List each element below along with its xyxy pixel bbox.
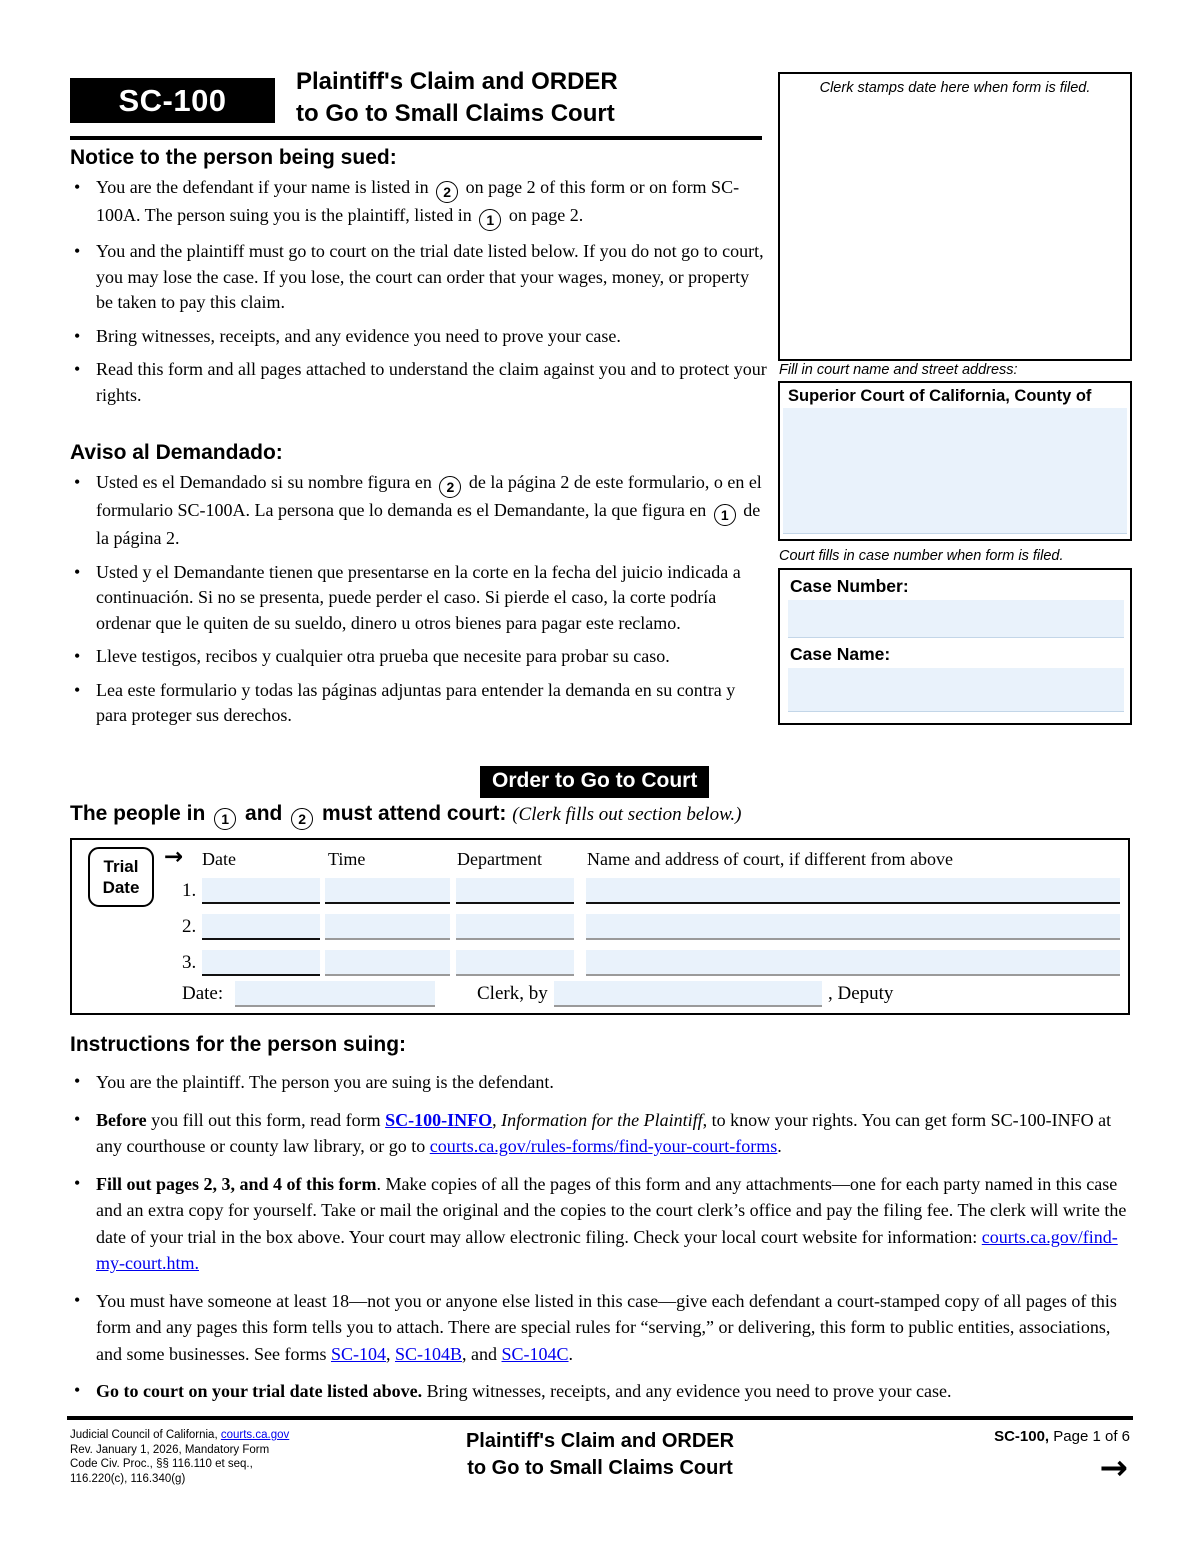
footer-left-block (70, 1428, 400, 1486)
instructions-bullet-2 (96, 1107, 1134, 1160)
clerk-date-label: Date: (182, 983, 224, 1004)
trial-row-1-department-field[interactable] (456, 878, 574, 904)
form-title-line2: to Go to Small Claims Court (296, 100, 615, 127)
bullet-dot: • (74, 1108, 81, 1129)
notice-es-bullet-2 (96, 560, 770, 637)
trial-date-table (70, 838, 1130, 1015)
text-segment: on page 2 of this form or on form SC-100A. The person suing you is the plaintiff, listed in (96, 177, 740, 225)
list-item (70, 1378, 1134, 1405)
notice-es-bullet-3 (96, 644, 770, 670)
notice-en-bullet-1 (96, 175, 770, 231)
column-header-department: Department (457, 849, 542, 869)
instructions-bullet-3 (96, 1171, 1134, 1277)
text-segment: . (777, 1136, 782, 1156)
text-segment: on page 2. (504, 205, 584, 225)
list-item (70, 357, 770, 408)
list-item (70, 324, 770, 350)
trial-date-label-box (88, 847, 154, 907)
clerk-date-field[interactable] (235, 981, 435, 1007)
trial-row-2-date-field[interactable] (202, 914, 320, 940)
footer-page-info (994, 1428, 1130, 1445)
text-segment: Bring witnesses, receipts, and any evidence you need to prove your case. (96, 325, 621, 346)
notice-en-section (70, 146, 770, 416)
court-name-field[interactable] (783, 408, 1127, 534)
text-segment: Before (96, 1109, 152, 1130)
text-segment: Usted y el Demandante tienen que presentarse en la corte en la fecha del juicio indicada a continuación. Si no se presenta, puede perder el caso. Si pierde el caso, la corte podría ordenar que le quiten de su sueldo, dinero u otros bienes para pagar este reclamo. (96, 561, 741, 633)
trial-row-2-court-field[interactable] (586, 914, 1120, 940)
trial-row-1-time-field[interactable] (325, 878, 450, 904)
order-banner: Order to Go to Court (480, 766, 709, 798)
bullet-dot: • (74, 325, 81, 346)
bullet-dot: • (74, 359, 81, 379)
notice-es-heading: Aviso al Demandado: (70, 441, 283, 464)
notice-en-bullet-3 (96, 324, 770, 350)
text-segment: You and the plaintiff must go to court on the trial date listed below. If you do not go to court, you may lose the case. If you lose, the court can order that your wages, money, or property be taken to pay this claim. (96, 241, 764, 312)
sc-100-info-link[interactable]: SC-100-INFO (385, 1109, 493, 1130)
case-number-field[interactable] (788, 600, 1124, 638)
text-segment: you fill out this form, read form (151, 1109, 386, 1130)
bullet-dot: • (74, 561, 81, 582)
notice-en-bullet-4 (96, 357, 770, 408)
bullet-dot: • (74, 1071, 81, 1091)
trial-row-2-department-field[interactable] (456, 914, 574, 940)
circled-2-icon: 2 (291, 808, 313, 830)
instructions-section (70, 1033, 1134, 1416)
form-code: SC-100 (118, 82, 227, 118)
text-segment: You must have someone at least 18—not you or anyone else listed in this case—give each defendant a court-stamped copy of all pages of this form and any pages this form tells you to attach. There are special rules for “serving,” or delivering, this form to public entities, associations, and some businesses. See forms (96, 1290, 1117, 1364)
case-box (778, 568, 1132, 725)
form-title-line1: Plaintiff's Claim and ORDER (296, 68, 618, 95)
trial-label-line1: Trial (103, 857, 139, 876)
list-item (70, 560, 770, 637)
footer-left-line1 (70, 1428, 400, 1443)
list-item (70, 678, 770, 729)
clerk-by-label: Clerk, by (477, 983, 548, 1004)
text-segment: You are the defendant if your name is listed in (96, 177, 434, 197)
trial-row-3-date-field[interactable] (202, 950, 320, 976)
trial-row-3-number: 3. (182, 952, 197, 973)
text-segment: . (568, 1343, 574, 1364)
text-segment: , (492, 1109, 502, 1130)
text-segment: Judicial Council of California, (70, 1429, 221, 1441)
bullet-dot: • (74, 177, 81, 197)
notice-es-section (70, 441, 770, 737)
bullet-dot: • (74, 646, 81, 666)
list-item (70, 644, 770, 670)
bullet-dot: • (74, 1289, 81, 1310)
circled-2-icon: 2 (436, 181, 458, 203)
text-segment: You are the plaintiff. The person you are suing is the defendant. (96, 1072, 554, 1092)
footer-page-number: Page 1 of 6 (1053, 1428, 1130, 1445)
column-header-time: Time (328, 849, 366, 869)
footer-left-line2 (70, 1443, 400, 1458)
text-segment: The people in (70, 802, 212, 825)
list-item (70, 470, 770, 552)
text-segment: must attend court: (316, 802, 513, 825)
notice-en-heading: Notice to the person being sued: (70, 146, 397, 169)
trial-row-2-time-field[interactable] (325, 914, 450, 940)
text-segment: Usted es el Demandado si su nombre figura en (96, 472, 437, 492)
bullet-dot: • (74, 241, 81, 261)
attend-court-line (70, 802, 1140, 830)
text-segment: Fill out pages 2, 3, and 4 of this form (96, 1173, 377, 1194)
trial-row-3-court-field[interactable] (586, 950, 1120, 976)
trial-row-2-number: 2. (182, 916, 197, 937)
circled-2-icon: 2 (439, 476, 461, 498)
text-segment: 116.220(c), 116.340(g) (70, 1472, 186, 1485)
clerk-stamp-box (778, 72, 1132, 361)
case-name-label: Case Name: (790, 644, 891, 664)
trial-row-3-department-field[interactable] (456, 950, 574, 976)
court-fill-note: Fill in court name and street address: (779, 362, 1018, 378)
court-box-title: Superior Court of California, County of (788, 387, 1092, 405)
trial-row-1-court-field[interactable] (586, 878, 1120, 904)
clerk-stamp-note: Clerk stamps date here when form is filed. (819, 80, 1091, 96)
trial-row-3-time-field[interactable] (325, 950, 450, 976)
footer-left-line4 (70, 1472, 400, 1487)
notice-es-bullet-1 (96, 470, 770, 552)
footer-title (420, 1428, 780, 1482)
circled-1-icon: 1 (714, 504, 736, 526)
notice-es-bullet-4 (96, 678, 770, 729)
header-rule (70, 136, 762, 140)
text-segment: Go to court on your trial date listed above. (96, 1381, 423, 1401)
instructions-bullet-4 (96, 1288, 1134, 1368)
instructions-bullet-5 (96, 1378, 1134, 1405)
text-segment: and (239, 802, 289, 825)
list-item (70, 1107, 1134, 1160)
deputy-label: , Deputy (828, 983, 894, 1004)
text-segment: Read this form and all pages attached to understand the claim against you and to protect your rights. (96, 359, 767, 405)
bullet-dot: • (74, 472, 81, 492)
form-code-badge (70, 78, 275, 123)
column-header-date: Date (202, 849, 236, 869)
list-item (70, 175, 770, 231)
clerk-by-field[interactable] (554, 981, 822, 1007)
text-segment: Rev. January 1, 2026, Mandatory Form (70, 1443, 270, 1456)
case-number-label: Case Number: (790, 576, 909, 596)
text-segment: Code Civ. Proc., §§ 116.110 et seq., (70, 1458, 253, 1470)
text-segment: (Clerk fills out section below.) (512, 804, 742, 825)
bullet-dot: • (74, 679, 81, 700)
notice-en-bullet-2 (96, 239, 770, 316)
bullet-dot: • (74, 1172, 81, 1193)
next-page-arrow-icon: → (1099, 1448, 1128, 1488)
list-item (70, 1288, 1134, 1368)
footer-left-line3 (70, 1457, 400, 1472)
courts-ca-gov-link[interactable]: courts.ca.gov (220, 1429, 290, 1441)
instructions-heading: Instructions for the person suing: (70, 1033, 407, 1056)
footer-title-line1: Plaintiff's Claim and ORDER (465, 1430, 735, 1452)
court-name-box (778, 381, 1132, 541)
trial-row-1-number: 1. (182, 880, 197, 901)
find-your-court-forms-link[interactable]: courts.ca.gov/rules-forms/find-your-court-forms (429, 1136, 778, 1156)
text-segment: de la página 2 de este formulario, o en el formulario SC-100A. La persona que lo demanda es el Demandante, la que figura en (96, 472, 762, 520)
sc-104b-link[interactable]: SC-104B (394, 1343, 463, 1364)
footer-rule (67, 1416, 1133, 1420)
text-segment: , to know your rights. You can get form SC-100-INFO at any courthouse or county law library, or go to (96, 1109, 1112, 1156)
circled-1-icon: 1 (214, 808, 236, 830)
text-segment: . Make copies of all the pages of this form and any attachments—one for each party named in this case and an extra copy for yourself. Take or mail the original and the copies to the court clerk’s office and pay the filing fee. The clerk will write the date of your trial in the box above. Your court may allow electronic filing. Check your local court website for information: (96, 1173, 1127, 1247)
case-fill-note: Court fills in case number when form is filed. (779, 548, 1064, 564)
text-segment: Lleve testigos, recibos y cualquier otra prueba que necesite para probar su caso. (96, 646, 670, 666)
find-my-court-link[interactable]: courts.ca.gov/find-my-court.htm. (96, 1226, 1118, 1273)
sc-104-link[interactable]: SC-104 (330, 1343, 386, 1364)
trial-row-1-date-field[interactable] (202, 878, 320, 904)
text-segment: Bring witnesses, receipts, and any evidence you need to prove your case. (422, 1381, 952, 1401)
list-item (70, 1171, 1134, 1277)
trial-label-line2: Date (102, 878, 140, 897)
case-name-field[interactable] (788, 668, 1124, 712)
text-segment: Information for the Plaintiff (501, 1109, 703, 1130)
form-title (296, 66, 776, 130)
sc-104c-link[interactable]: SC-104C (501, 1343, 569, 1364)
circled-1-icon: 1 (479, 209, 501, 231)
list-item (70, 1069, 1134, 1096)
bullet-dot: • (74, 1380, 81, 1400)
text-segment: Lea este formulario y todas las páginas adjuntas para entender la demanda en su contra y para proteger sus derechos. (96, 679, 736, 725)
column-header-court-name: Name and address of court, if different from above (587, 849, 954, 869)
text-segment: , (385, 1343, 395, 1364)
instructions-bullet-1 (96, 1069, 1134, 1096)
list-item (70, 239, 770, 316)
right-arrow-icon: → (164, 844, 184, 870)
footer-title-line2: to Go to Small Claims Court (467, 1457, 733, 1479)
footer-form-code: SC-100, (994, 1428, 1050, 1445)
text-segment: de la página 2. (96, 500, 761, 548)
text-segment: , and (462, 1343, 502, 1364)
